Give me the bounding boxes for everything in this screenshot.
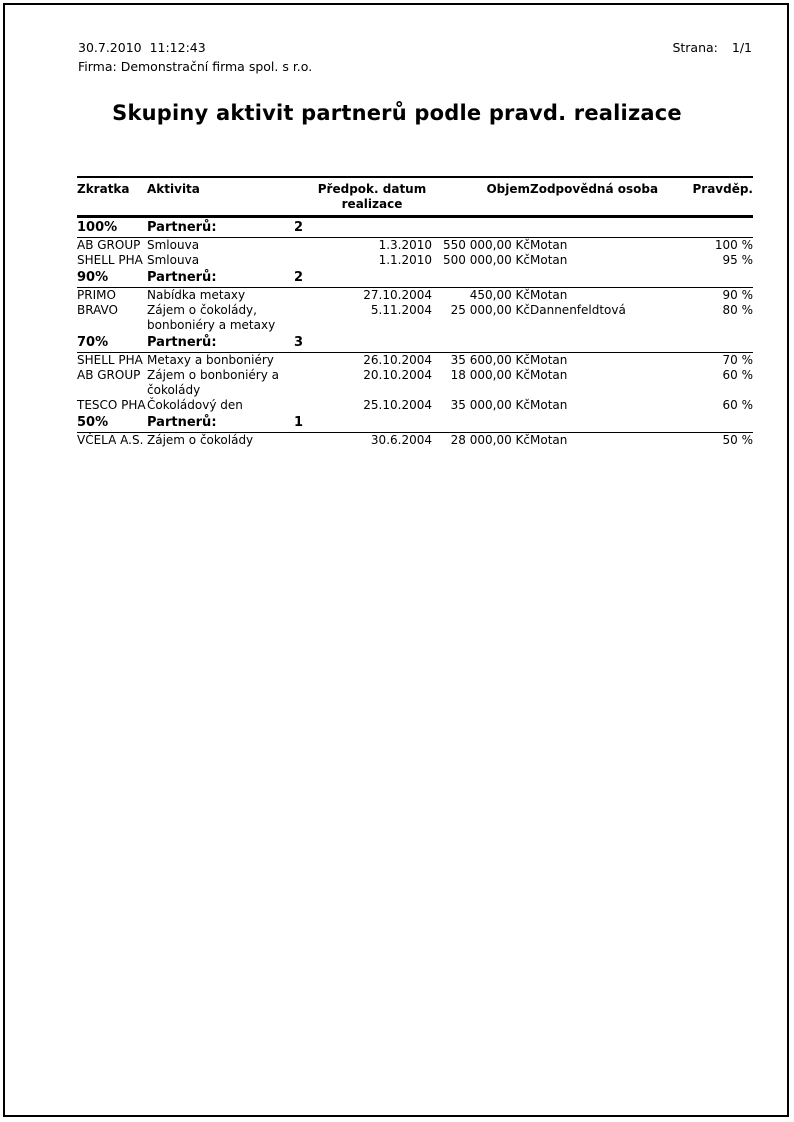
column-header-pravdep: Pravděp.	[680, 177, 753, 217]
table-row	[77, 398, 753, 413]
cell-osoba: Motan	[530, 368, 568, 382]
cell-objem: 550 000,00 Kč	[443, 238, 530, 252]
table-row	[77, 353, 753, 369]
cell-osoba: Motan	[530, 288, 568, 302]
group-header-row	[77, 333, 753, 353]
table-body	[77, 217, 753, 449]
cell-zkratka: AB GROUP	[77, 368, 141, 382]
cell-zkratka: TESCO PHA	[77, 398, 146, 412]
group-header-row	[77, 413, 753, 433]
cell-aktivita: Smlouva	[147, 238, 200, 252]
partners-label: Partnerů:	[147, 335, 217, 350]
column-header-zkratka: Zkratka	[77, 177, 147, 217]
cell-pravdep: 50 %	[722, 433, 753, 447]
column-header-datum-line2: realizace	[341, 197, 403, 211]
partners-label: Partnerů:	[147, 220, 217, 235]
cell-aktivita: Zájem o čokolády	[147, 433, 254, 447]
table-row	[77, 433, 753, 449]
partners-label: Partnerů:	[147, 270, 217, 285]
column-header-datum	[312, 177, 432, 217]
table-row	[77, 238, 753, 254]
group-label: 100%	[77, 217, 147, 238]
cell-objem: 450,00 Kč	[469, 288, 530, 302]
cell-datum: 20.10.2004	[363, 368, 432, 382]
cell-zkratka: VČELA A.S.	[77, 433, 144, 447]
group-count: 2	[294, 270, 304, 285]
cell-osoba: Motan	[530, 353, 568, 367]
cell-objem: 28 000,00 Kč	[450, 433, 530, 447]
cell-pravdep: 60 %	[722, 368, 753, 382]
group-header-row	[77, 217, 753, 238]
cell-datum: 27.10.2004	[363, 288, 432, 302]
column-header-objem: Objem	[432, 177, 530, 217]
cell-osoba: Motan	[530, 398, 568, 412]
cell-aktivita: Nabídka metaxy	[147, 288, 246, 302]
cell-osoba: Motan	[530, 238, 568, 252]
column-header-datum-line1: Předpok. datum	[317, 182, 427, 196]
company-line: Firma: Demonstrační firma spol. s r.o.	[78, 59, 313, 74]
group-header-row	[77, 268, 753, 288]
cell-aktivita: Zájem o čokolády, bonboniéry a metaxy	[147, 303, 276, 332]
report-table	[77, 176, 753, 448]
cell-pravdep: 80 %	[722, 303, 753, 317]
partners-label: Partnerů:	[147, 415, 217, 430]
table-row	[77, 288, 753, 304]
column-header-osoba: Zodpovědná osoba	[530, 177, 680, 217]
group-label: 90%	[77, 268, 147, 288]
group-count: 3	[294, 335, 304, 350]
group-count: 1	[294, 415, 304, 430]
cell-aktivita: Čokoládový den	[147, 398, 243, 412]
cell-pravdep: 70 %	[722, 353, 753, 367]
cell-aktivita: Metaxy a bonboniéry	[147, 353, 274, 367]
cell-zkratka: SHELL PHA	[77, 353, 143, 367]
group-label: 50%	[77, 413, 147, 433]
cell-datum: 1.3.2010	[378, 238, 432, 252]
table-row	[77, 303, 753, 333]
cell-osoba: Motan	[530, 253, 568, 267]
cell-pravdep: 60 %	[722, 398, 753, 412]
cell-pravdep: 90 %	[722, 288, 753, 302]
cell-zkratka: SHELL PHA	[77, 253, 143, 267]
page-number: 1/1	[731, 40, 752, 55]
cell-aktivita: Smlouva	[147, 253, 200, 267]
cell-objem: 35 600,00 Kč	[450, 353, 530, 367]
report-meta-left	[78, 38, 312, 76]
page-label: Strana:	[672, 40, 718, 55]
cell-objem: 18 000,00 Kč	[450, 368, 530, 382]
cell-objem: 25 000,00 Kč	[450, 303, 530, 317]
table-header-row	[77, 177, 753, 217]
cell-datum: 25.10.2004	[363, 398, 432, 412]
cell-zkratka: AB GROUP	[77, 238, 141, 252]
page-border	[3, 3, 789, 1117]
cell-osoba: Dannenfeldtová	[530, 303, 626, 317]
cell-aktivita: Zájem o bonboniéry a čokolády	[147, 368, 279, 397]
cell-datum: 5.11.2004	[370, 303, 432, 317]
column-header-aktivita: Aktivita	[147, 177, 312, 217]
report-meta-right	[672, 38, 752, 57]
cell-zkratka: BRAVO	[77, 303, 118, 317]
cell-osoba: Motan	[530, 433, 568, 447]
cell-objem: 500 000,00 Kč	[443, 253, 530, 267]
report-title: Skupiny aktivit partnerů podle pravd. realizace	[112, 101, 682, 125]
table-row	[77, 368, 753, 398]
group-count: 2	[294, 220, 304, 235]
cell-objem: 35 000,00 Kč	[450, 398, 530, 412]
cell-datum: 1.1.2010	[378, 253, 432, 267]
cell-pravdep: 95 %	[722, 253, 753, 267]
cell-zkratka: PRIMO	[77, 288, 116, 302]
printed-timestamp: 30.7.2010 11:12:43	[78, 40, 206, 55]
cell-datum: 26.10.2004	[363, 353, 432, 367]
group-label: 70%	[77, 333, 147, 353]
cell-pravdep: 100 %	[714, 238, 753, 252]
cell-datum: 30.6.2004	[370, 433, 432, 447]
table-row	[77, 253, 753, 268]
